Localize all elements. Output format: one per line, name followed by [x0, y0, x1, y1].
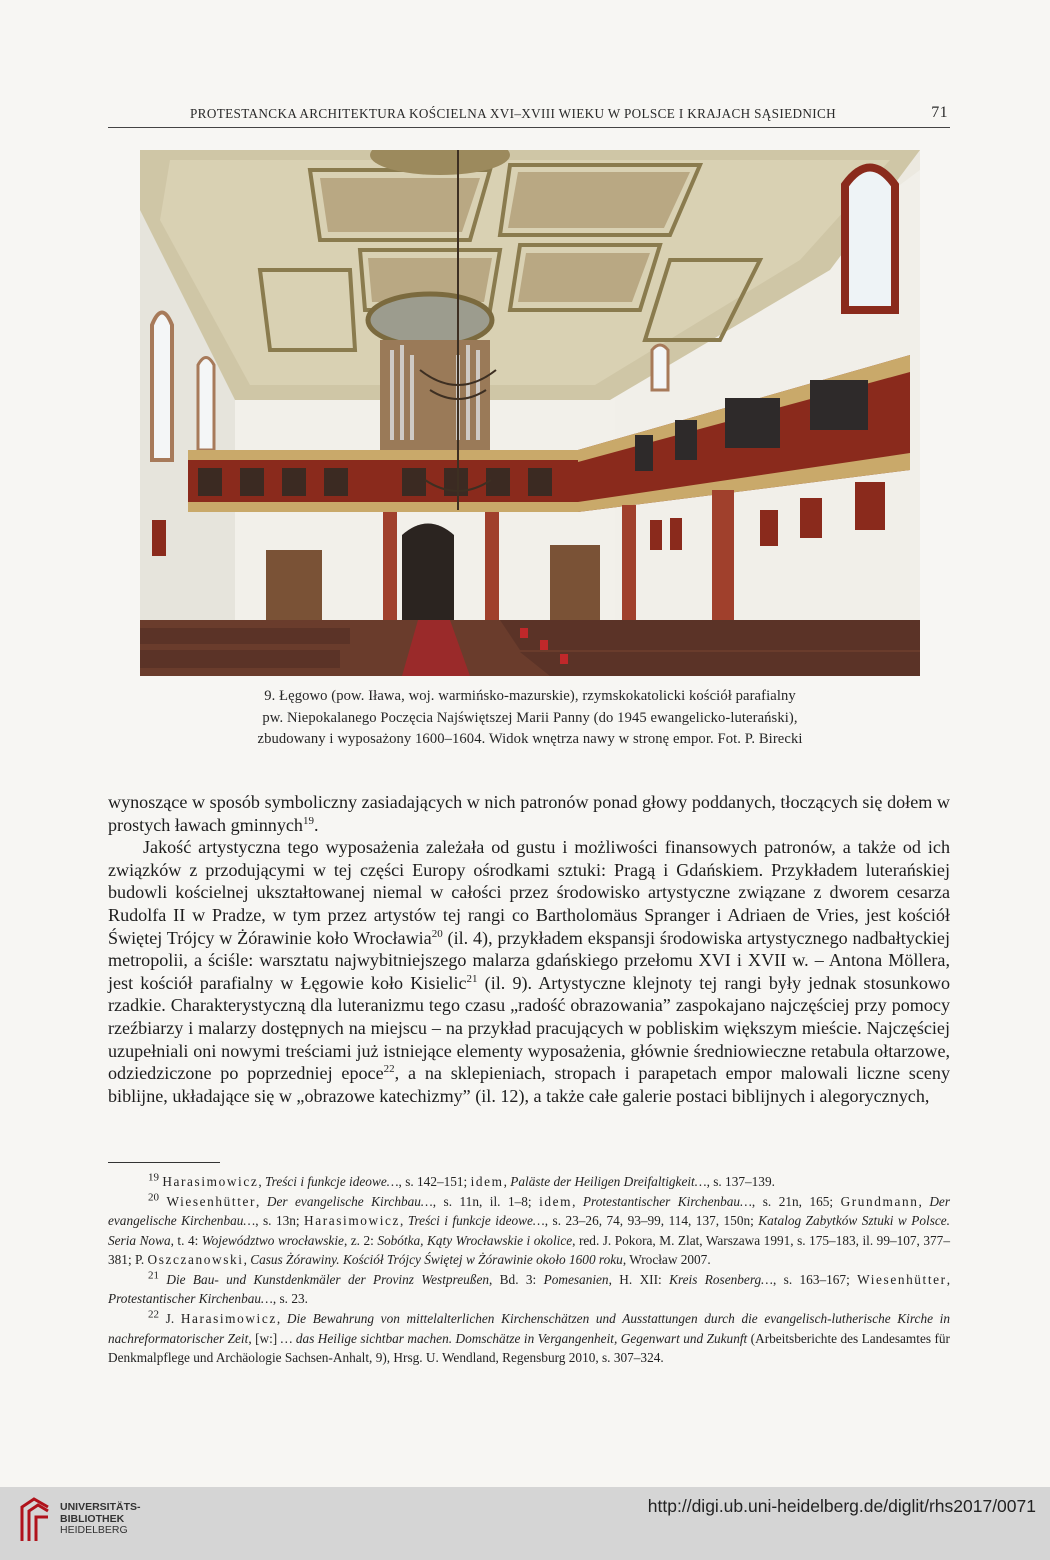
footnote-rule — [108, 1162, 220, 1163]
running-header — [108, 104, 950, 126]
caption-line: pw. Niepokalanego Poczęcia Najświętszej Marii Panny (do 1945 ewangelicko-luterański), — [262, 709, 798, 726]
footnote-19: $^{19}$ Harasimowicz, Treści i funkcje ideowe…, s. 142–151; idem, Paläste der Heiligen Dreifaltigkeit…, s. 137–139. — [148, 1171, 775, 1189]
source-url[interactable]: http://digi.ub.uni-heidelberg.de/diglit/rhs2017/0071 — [647, 1496, 1036, 1516]
church-interior-photo — [140, 150, 920, 676]
paragraph: Jakość artystyczna tego wyposażenia zależała od gustu i możliwości finansowych patronów, a także od ich związków z przodującymi w tej części Europy ośrodkami sztuki: Pragą i Gdańskiem. Przykładem luterańskiej budowli kościelnej ukształtowanej niemal w całości przez środowisko artystyczne związane z dworem cesarza Rudolfa II w Pradze, w tym przez artystów tej rangi co Bartholomäus Spranger i Adriaen de Vries, jest kościół Świętej Trójcy w Żórawinie koło Wrocławia$^{20}$ (il. 4), przykładem ekspansji środowiska artystycznego nadbałtyckiej metropolii, a ściśle: warsztatu najwybitniejszego malarza gdańskiego przełomu XVI i XVII w. – Antona Möllera, jest kościół parafialny w Łęgowie koło Kisielic$^{21}$ (il. 9). Artystyczne klejnoty tej rangi były jednak stosunkowo rzadkie. Charakterystyczną dla luteranizmu tego czasu „radość obrazowania” zaspokajano najczęściej przy pomocy rzeźbiarzy i malarzy dostępnych na miejscu – na przykład pracujących w pobliskim większym mieście. Najczęściej uzupełniali oni nowymi treściami już istniejące elementy wyposażenia, głównie średniowieczne retabula ołtarzowe, odziedziczone po poprzedniej epoce$^{22}$, a na sklepieniach, stropach i parapetach empor malowali liczne sceny biblijne, układające się w „obrazowe katechizmy” (il. 12), a także całe galerie postaci biblijnych i alegorycznych, — [108, 837, 951, 1106]
body-text — [108, 791, 950, 1107]
footnote-ref: 20 — [431, 927, 443, 940]
caption-line: 9. Łęgowo (pow. Iława, woj. warmińsko-mazurskie), rzymskokatolicki kościół parafialny — [264, 688, 796, 704]
header-rule — [108, 127, 950, 128]
footnote-ref: 22 — [383, 1063, 395, 1076]
paragraph: wynoszące w sposób symboliczny zasiadających w nich patronów ponad głowy poddanych, tłoczących się dołem w prostych ławach gminnych$^{19}$. — [108, 792, 950, 835]
library-logo-text: UNIVERSITÄTS- BIBLIOTHEK HEIDELBERG — [60, 1501, 141, 1536]
caption-line: zbudowany i wyposażony 1600–1604. Widok wnętrza nawy w stronę empor. Fot. P. Birecki — [257, 731, 803, 747]
footnotes — [108, 1172, 950, 1367]
running-title: PROTESTANCKA ARCHITEKTURA KOŚCIELNA XVI–XVIII WIEKU W POLSCE I KRAJACH SĄSIEDNICH — [190, 106, 837, 121]
footnote-20: $^{20}$ Wiesenhütter, Der evangelische Kirchbau…, s. 11n, il. 1–8; idem, Protestantischer Kirchenbau…, s. 21n, 165; Grundmann, Der evangelische Kirchenbau…, s. 13n; Harasimowicz, Treści i funkcje ideowe…, s. 23–26, 74, 93–99, 114, 137, 150n; Katalog Zabytków Sztuki w Polsce. Seria Nowa, t. 4: Województwo wrocławskie, z. 2: Sobótka, Kąty Wrocławskie i okolice, red. J. Pokora, M. Zlat, Warszawa 1991, s. 175–183, il. 99–107, 377–381; P. Oszczanowski, Casus Żórawiny. Kościół Trójcy Świętej w Żórawinie około 1600 roku, Wrocław 2007. — [108, 1191, 951, 1267]
page-number: 71 — [931, 104, 948, 121]
footnote-ref: 19 — [302, 814, 314, 827]
footnote-21: $^{21}$ Die Bau- und Kunstdenkmäler der Provinz Westpreußen, Bd. 3: Pomesanien, H. XII: Kreis Rosenberg…, s. 163–167; Wiesenhütter, Protestantischer Kirchenbau…, s. 23. — [108, 1269, 951, 1307]
footnote-ref: 21 — [466, 972, 478, 985]
footnote-22: $^{22}$ J. Harasimowicz, Die Bewahrung von mittelalterlichen Kirchenschätzen und Ausstattungen durch die evangelisch-lutherische Kirche in nachreformatorischer Zeit, [w:] … das Heilige sichtbar machen. Domschätze in Vergangenheit, Gegenwart und Zukunft (Arbeitsberichte des Landesamtes für Denkmalpflege und Archäologie Sachsen-Anhalt, 9), Hrsg. U. Wendland, Regensburg 2010, s. 307–324. — [108, 1309, 951, 1365]
library-logo-icon — [18, 1497, 52, 1543]
figure-caption — [140, 686, 920, 751]
